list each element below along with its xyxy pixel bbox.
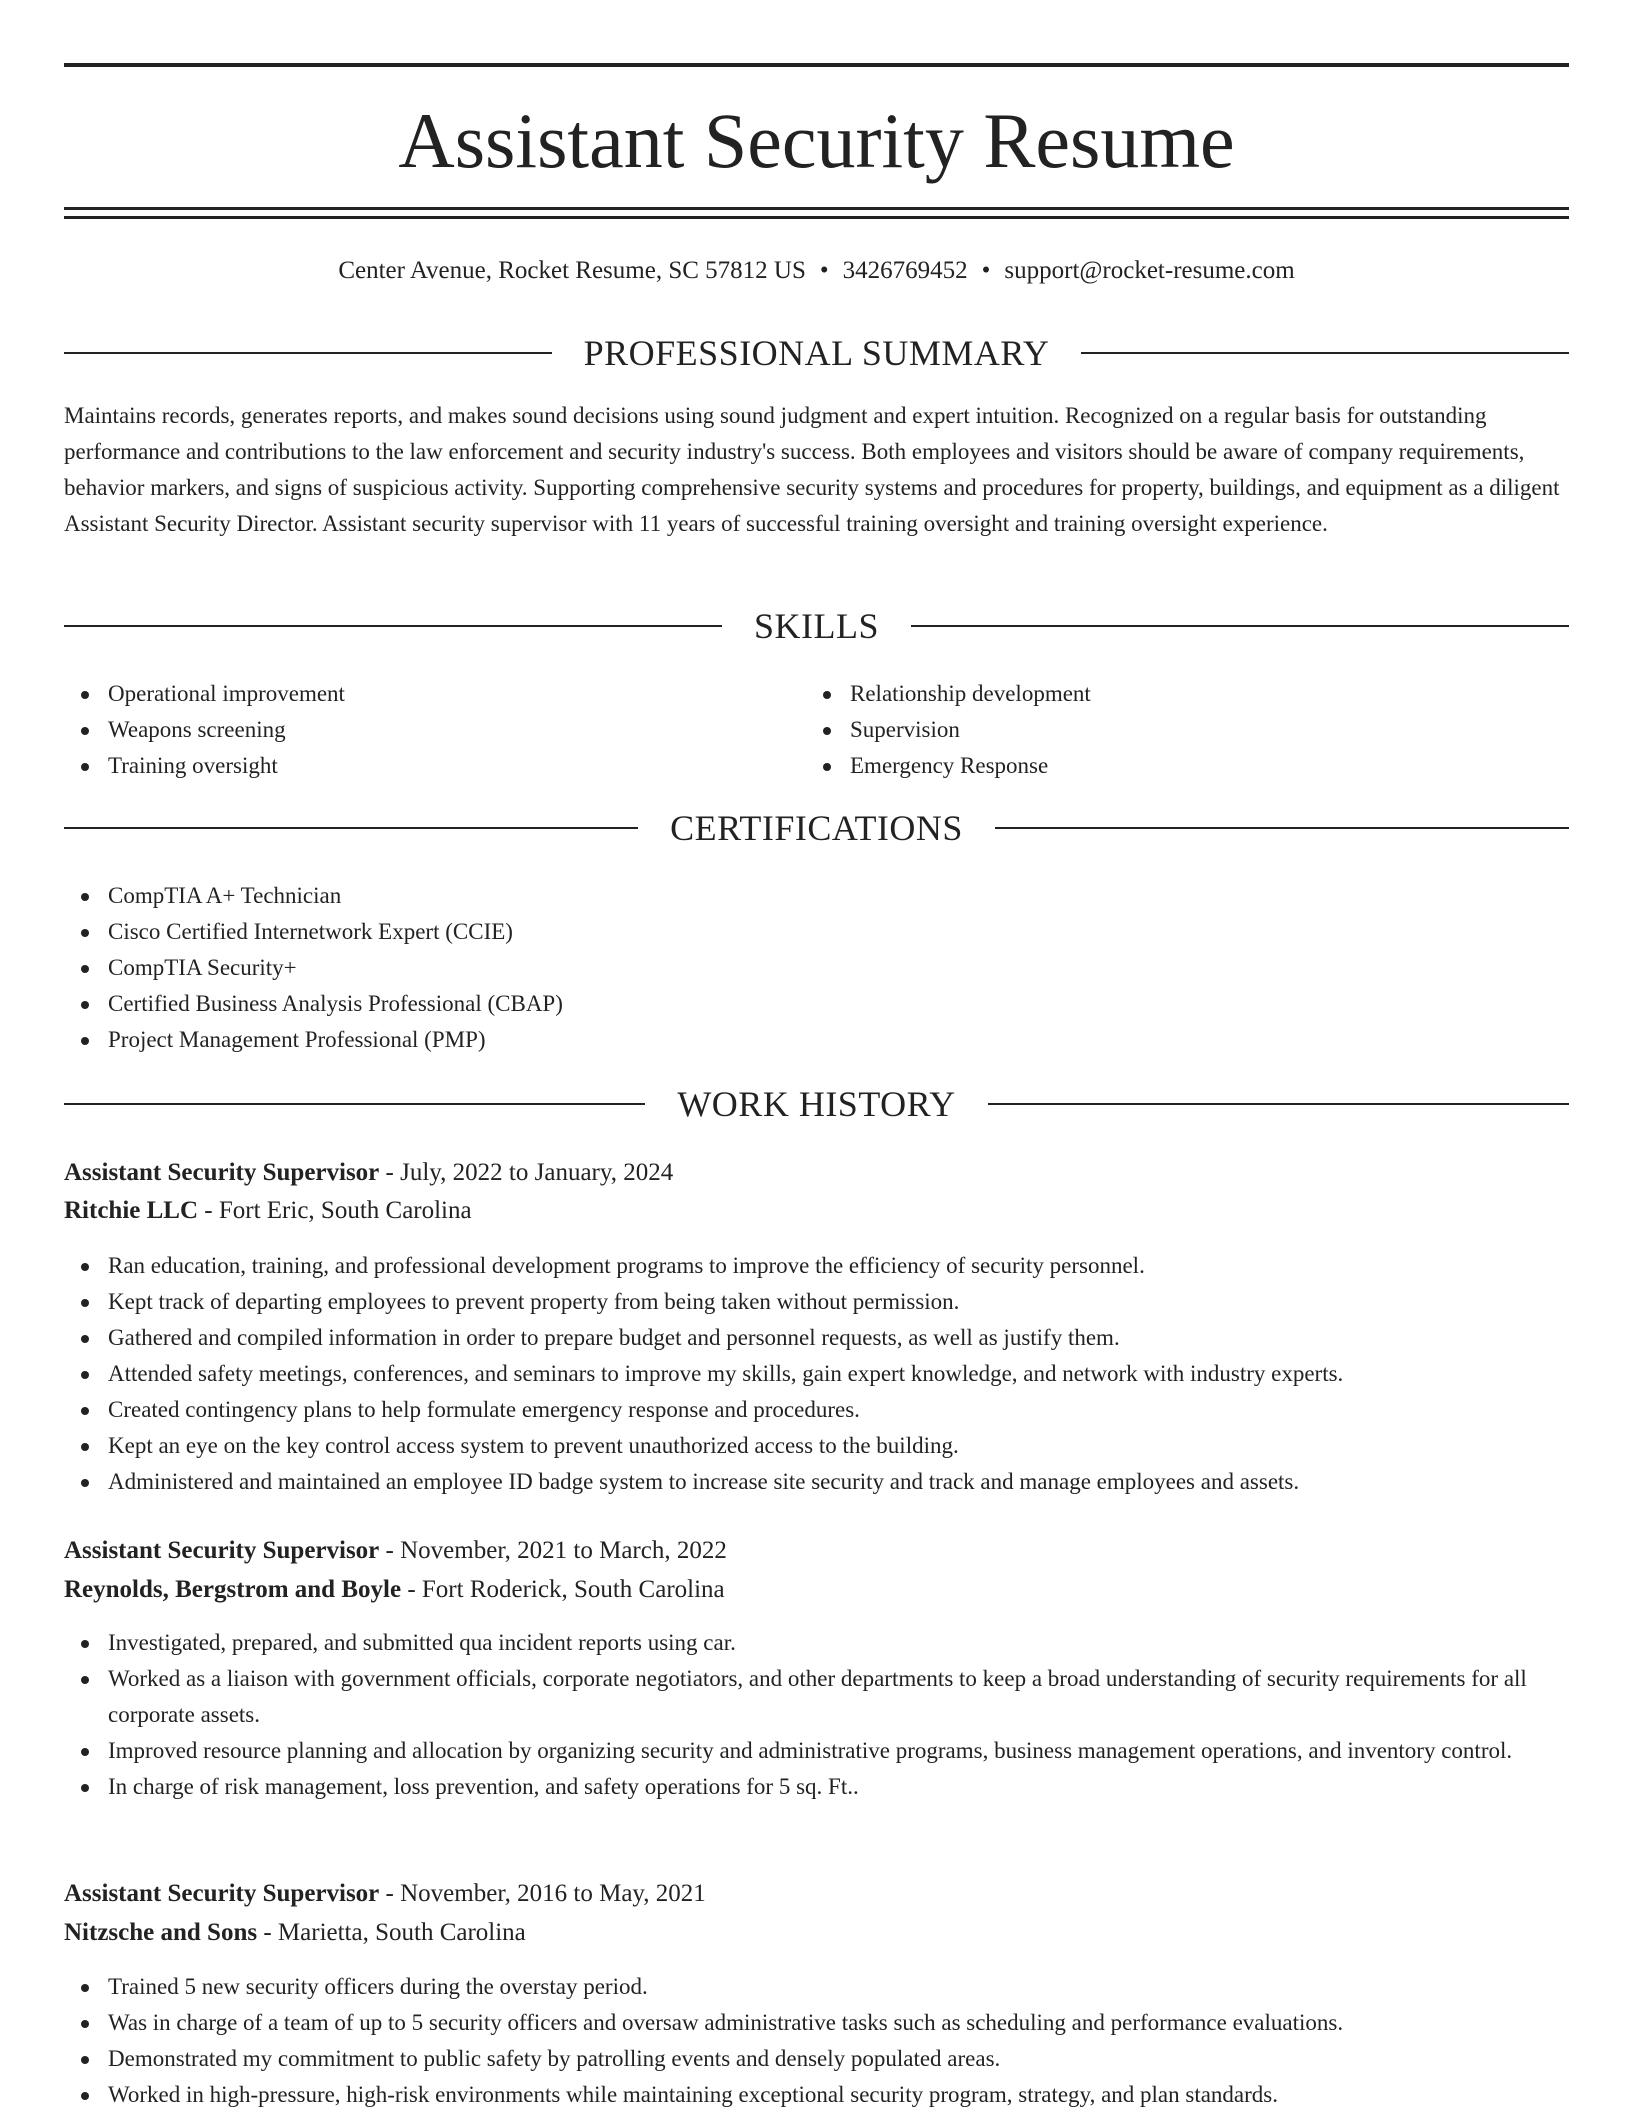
contact-separator: • — [981, 257, 991, 284]
heading-rule-right — [995, 827, 1569, 829]
skill-item: Training oversight — [64, 748, 784, 784]
job-company: Nitzsche and Sons — [64, 1919, 258, 1946]
job-duty: Administered and maintained an employee ID badge system to increase site security and track and manage employees and assets. — [64, 1464, 1569, 1500]
skill-item: Emergency Response — [806, 748, 1526, 784]
skills-list-left — [64, 676, 784, 784]
job-duty: Worked in high-pressure, high-risk environments while maintaining exceptional security program, strategy, and plan standards. — [64, 2077, 1569, 2113]
heading-rule-left — [64, 625, 722, 627]
job-title: Assistant Security Supervisor — [64, 1880, 380, 1907]
job-duty: Demonstrated my commitment to public safety by patrolling events and densely populated areas. — [64, 2041, 1569, 2077]
skills-list-right — [806, 676, 1526, 784]
job-title: Assistant Security Supervisor — [64, 1159, 380, 1186]
job-location: - Fort Eric, South Carolina — [198, 1197, 472, 1224]
certifications-heading — [64, 806, 1569, 850]
job-duty: Improved resource planning and allocation by organizing security and administrative programs, business management operations, and inventory control. — [64, 1733, 1569, 1769]
skills-heading-label: SKILLS — [754, 606, 880, 646]
job-duty: Trained 5 new security officers during the overstay period. — [64, 1969, 1569, 2005]
job-duty: Kept track of departing employees to prevent property from being taken without permission. — [64, 1284, 1569, 1320]
summary-text: Maintains records, generates reports, and makes sound decisions using sound judgment and expert intuition. Recognized on a regular basis for outstanding performance and contributions to the law enforcement and security industry's success. Both employees and visitors should be aware of company requirements, behavior markers, and signs of suspicious activity. Supporting comprehensive security systems and procedures for property, buildings, and equipment as a diligent Assistant Security Director. Assistant security supervisor with 11 years of successful training oversight and training oversight experience. — [64, 403, 1560, 536]
heading-rule-right — [988, 1103, 1569, 1105]
job-company: Reynolds, Bergstrom and Boyle — [64, 1576, 402, 1603]
job-company: Ritchie LLC — [64, 1197, 199, 1224]
job-duty: Was in charge of a team of up to 5 security officers and oversaw administrative tasks such as scheduling and performance evaluations. — [64, 2005, 1569, 2041]
job-duty: Worked as a liaison with government officials, corporate negotiators, and other departments to keep a broad understanding of security requirements for all corporate assets. — [64, 1661, 1569, 1733]
certifications-list — [64, 878, 1569, 1058]
certification-item: Cisco Certified Internetwork Expert (CCIE) — [64, 914, 1569, 950]
job-duty: Ran education, training, and professional development programs to improve the efficiency of security personnel. — [64, 1248, 1569, 1284]
heading-rule-left — [64, 1103, 645, 1105]
skills-heading — [64, 604, 1569, 648]
top-rule — [64, 63, 1569, 67]
contact-separator: • — [819, 257, 829, 284]
job-duty: Attended safety meetings, conferences, and seminars to improve my skills, gain expert knowledge, and network with industry experts. — [64, 1356, 1569, 1392]
certification-item: Project Management Professional (PMP) — [64, 1022, 1569, 1058]
job-title-line — [64, 1876, 1569, 1912]
job-duties-list — [64, 1625, 1569, 1805]
job-company-line — [64, 1572, 1569, 1608]
contact-email: support@rocket-resume.com — [1004, 257, 1295, 284]
skill-item: Weapons screening — [64, 712, 784, 748]
title-rule-lower — [64, 216, 1569, 219]
heading-rule-left — [64, 827, 638, 829]
job-title-line — [64, 1533, 1569, 1569]
work-history-heading-label: WORK HISTORY — [677, 1084, 956, 1124]
job-duties-list — [64, 1969, 1569, 2113]
contact-address: Center Avenue, Rocket Resume, SC 57812 US — [338, 257, 806, 284]
heading-rule-right — [911, 625, 1569, 627]
job-title: Assistant Security Supervisor — [64, 1537, 380, 1564]
job-duty: In charge of risk management, loss prevention, and safety operations for 5 sq. Ft.. — [64, 1769, 1569, 1805]
summary-heading-label: PROFESSIONAL SUMMARY — [583, 333, 1050, 373]
heading-rule-right — [1081, 352, 1569, 354]
certification-item: CompTIA Security+ — [64, 950, 1569, 986]
job-location: - Marietta, South Carolina — [257, 1919, 526, 1946]
summary-heading — [64, 331, 1569, 375]
contact-line — [64, 253, 1569, 289]
resume-title: Assistant Security Resume — [398, 97, 1235, 184]
certification-item: Certified Business Analysis Professional (CBAP) — [64, 986, 1569, 1022]
job-duty: Investigated, prepared, and submitted qua incident reports using car. — [64, 1625, 1569, 1661]
skill-item: Supervision — [806, 712, 1526, 748]
title-rule-upper — [64, 207, 1569, 210]
job-title-line — [64, 1155, 1569, 1191]
job-duty: Created contingency plans to help formulate emergency response and procedures. — [64, 1392, 1569, 1428]
job-dates: - November, 2021 to March, 2022 — [379, 1537, 727, 1564]
heading-rule-left — [64, 352, 552, 354]
job-duty: Kept an eye on the key control access system to prevent unauthorized access to the building. — [64, 1428, 1569, 1464]
job-duties-list — [64, 1248, 1569, 1500]
job-company-line — [64, 1915, 1569, 1951]
job-company-line — [64, 1193, 1569, 1229]
contact-phone: 3426769452 — [842, 257, 968, 284]
certifications-heading-label: CERTIFICATIONS — [670, 808, 963, 848]
job-dates: - November, 2016 to May, 2021 — [379, 1880, 706, 1907]
work-history-heading — [64, 1082, 1569, 1126]
skill-item: Operational improvement — [64, 676, 784, 712]
job-duty: Gathered and compiled information in order to prepare budget and personnel requests, as well as justify them. — [64, 1320, 1569, 1356]
skill-item: Relationship development — [806, 676, 1526, 712]
job-dates: - July, 2022 to January, 2024 — [379, 1159, 674, 1186]
certification-item: CompTIA A+ Technician — [64, 878, 1569, 914]
job-location: - Fort Roderick, South Carolina — [401, 1576, 725, 1603]
